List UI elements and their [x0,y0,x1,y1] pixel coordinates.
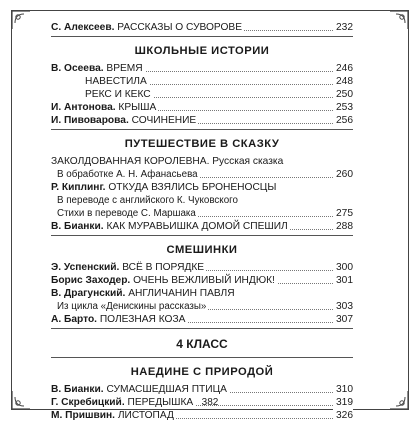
toc-entry [51,88,353,101]
section-divider [51,357,353,358]
entry-page: 326 [333,409,353,422]
entry-page: 319 [333,396,353,409]
entry-title: ЛИСТОПАД [117,410,174,421]
entry-page: 301 [333,274,353,287]
corner-ornament [388,9,410,31]
entry-title: НАВЕСТИЛА [85,76,147,87]
toc-entry [51,101,353,114]
toc-entry [51,75,353,88]
entry-author: Э. Успенский. [51,262,120,273]
toc-entry [51,194,353,207]
entry-page: 260 [333,168,353,181]
sections [51,40,353,329]
section-title: ПУТЕШЕСТВИЕ В СКАЗКУ [124,138,280,150]
entry-title: КАК МУРАВЬИШКА ДОМОЙ СПЕШИЛ [106,221,288,232]
toc-entry [51,287,353,300]
entry-title: ОТКУДА ВЗЯЛИСЬ БРОНЕНОСЦЫ [108,182,277,193]
entry-author: М. Пришвин. [51,410,115,421]
entry-page: 288 [333,220,353,233]
section-divider [51,36,353,37]
toc-entry [51,181,353,194]
toc-entry [51,168,353,181]
entry-title: ОЧЕНЬ ВЕЖЛИВЫЙ ИНДЮК! [133,275,275,286]
entry-title: ЗАКОЛДОВАННАЯ КОРОЛЕВНА. Русская сказка [51,156,284,167]
toc-entry [51,21,353,34]
entry-page: 300 [333,261,353,274]
entry-page: 250 [333,88,353,101]
section-title: СМЕШИНКИ [166,244,238,256]
table-of-contents [51,21,353,422]
entry-page: 303 [333,300,353,313]
toc-entry [51,62,353,75]
entry-author: А. Барто. [51,314,98,325]
entry-page: 307 [333,313,353,326]
entry-author: Г. Скребицкий. [51,397,125,408]
entry-title: РАССКАЗЫ О СУВОРОВЕ [117,22,243,33]
section-divider [51,328,353,329]
entry-title: ПЕРЕДЫШКА [127,397,194,408]
toc-entry [51,383,353,396]
page-frame [11,10,409,421]
toc-entry [51,155,353,168]
entry-title: ВРЕМЯ [106,63,143,74]
entry-title: РЕКС И КЕКС [85,89,151,100]
entry-page: 232 [333,21,353,34]
entry-title: АНГЛИЧАНИН ПАВЛЯ [128,288,235,299]
corner-ornament [10,9,32,31]
entry-author: И. Пивоварова. [51,115,129,126]
toc-entry [51,261,353,274]
entry-title: СОЧИНЕНИЕ [131,115,197,126]
entry-author: И. Антонова. [51,102,116,113]
entry-author: В. Осеева. [51,63,104,74]
entry-author: В. Бианки. [51,221,104,232]
entry-author: С. Алексеев. [51,22,115,33]
toc-entry [51,300,353,313]
toc-entry [51,409,353,422]
entry-title: Стихи в переводе С. Маршака [57,208,196,219]
entry-title: ПОЛЕЗНАЯ КОЗА [99,314,186,325]
page-number: 382 [12,397,408,408]
entry-title: В переводе с английского К. Чуковского [57,195,238,206]
section-divider [51,235,353,236]
entry-page: 256 [333,114,353,127]
toc-entry [51,114,353,127]
toc-entry [51,274,353,287]
entry-author: В. Бианки. [51,384,104,395]
entry-page: 246 [333,62,353,75]
section-title: ШКОЛЬНЫЕ ИСТОРИИ [134,45,270,57]
section-divider [51,129,353,130]
toc-entry [51,313,353,326]
entry-page: 253 [333,101,353,114]
entry-title: Из цикла «Денискины рассказы» [57,301,207,312]
toc-entry [51,220,353,233]
grade-heading: 4 КЛАСС [176,337,228,351]
entry-page: 275 [333,207,353,220]
entry-page: 248 [333,75,353,88]
entry-title: КРЫША [118,102,157,113]
entry-author: Борис Заходер. [51,275,131,286]
entry-page: 310 [333,383,353,396]
entry-author: В. Драгунский. [51,288,126,299]
toc-entry [51,207,353,220]
section-title: НАЕДИНЕ С ПРИРОДОЙ [130,366,274,378]
entry-author: Р. Киплинг. [51,182,106,193]
entry-title: СУМАСШЕДШАЯ ПТИЦА [106,384,227,395]
entry-title: В обработке А. Н. Афанасьева [57,169,198,180]
entry-title: ВСЁ В ПОРЯДКЕ [122,262,205,273]
